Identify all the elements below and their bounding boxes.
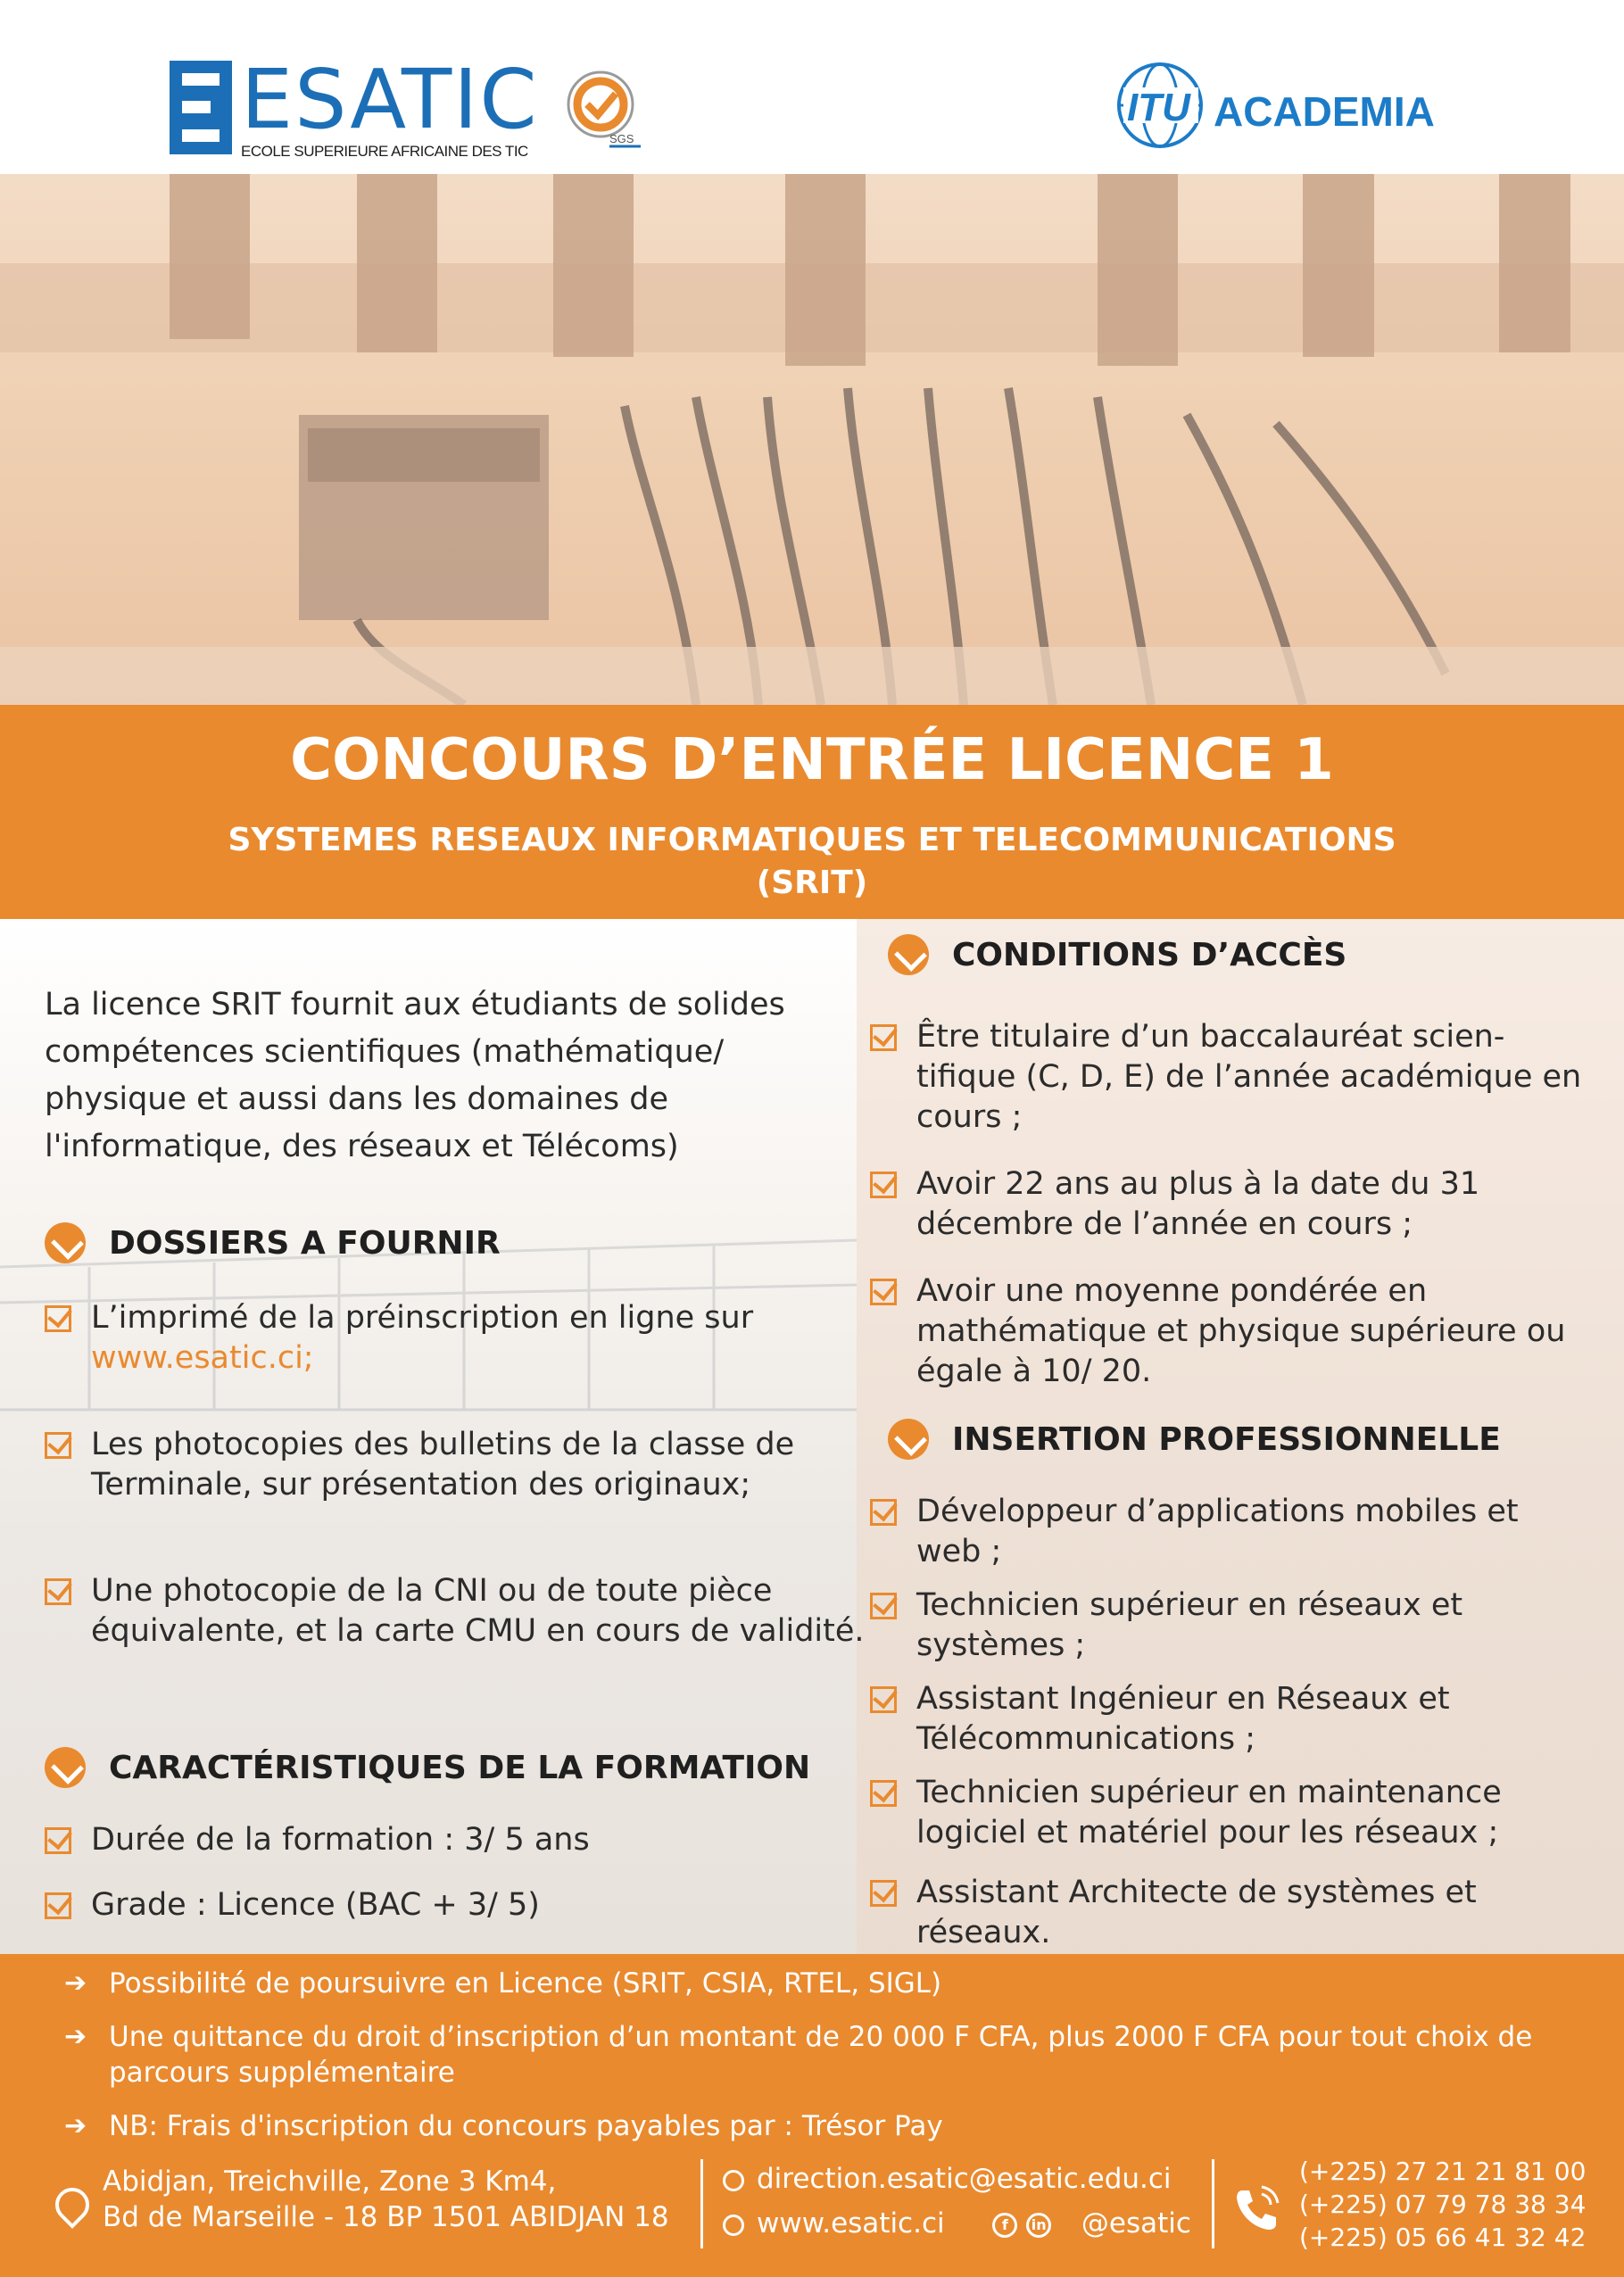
insertion-item-2: Technicien supérieur en réseaux et systèmes ; — [916, 1587, 1463, 1663]
phone-number-3[interactable]: (+225) 05 66 41 32 42 — [1299, 2223, 1587, 2252]
footer-divider — [1212, 2159, 1214, 2248]
email-link[interactable]: direction.esatic@esatic.edu.ci — [757, 2163, 1172, 2195]
arrow-right-icon: ➔ — [64, 2021, 87, 2052]
address-line-1: Abidjan, Treichville, Zone 3 Km4, — [103, 2165, 557, 2198]
conditions-item-3: Avoir une moyenne pondérée en mathématique et physique supérieure ou égale à 10/ 20. — [916, 1273, 1566, 1389]
list-item — [870, 1017, 1584, 1138]
program-subtitle-line1: SYSTEMES RESEAUX INFORMATIQUES ET TELECOMMUNICATIONS — [228, 822, 1396, 858]
section-arrow-icon — [45, 1747, 86, 1788]
conditions-list — [870, 1017, 1584, 1392]
insertion-item-1: Développeur d’applications mobiles et web ; — [916, 1494, 1519, 1569]
list-item — [45, 1298, 866, 1379]
iso-badge-label: SGS — [609, 132, 634, 145]
phone-icon — [1230, 2182, 1283, 2239]
iso-certification-badge — [560, 64, 645, 153]
checkbox-icon — [45, 1305, 71, 1332]
program-subtitle — [0, 819, 1624, 905]
checkbox-icon — [870, 1279, 897, 1305]
phone-block — [1299, 2155, 1603, 2254]
insertion-heading-text: INSERTION PROFESSIONNELLE — [952, 1420, 1501, 1458]
globe-icon — [723, 2215, 744, 2236]
caracteristiques-item-2: Grade : Licence (BAC + 3/ 5) — [91, 1887, 540, 1923]
note-2: Une quittance du droit d’inscription d’un montant de 20 000 F CFA, plus 2000 F CFA pour tout choix de parcours supplémentaire — [109, 2021, 1533, 2089]
checkbox-icon — [45, 1578, 71, 1605]
insertion-item-5: Assistant Architecte de systèmes et réseaux. — [916, 1875, 1477, 1950]
note-item — [64, 2108, 1581, 2144]
dossiers-list — [45, 1298, 866, 1652]
caracteristiques-list — [45, 1820, 848, 1925]
dossiers-heading — [45, 1222, 501, 1263]
email-icon — [723, 2170, 744, 2191]
esatic-logo-subtitle: ECOLE SUPERIEURE AFRICAINE DES TIC — [241, 143, 528, 160]
website-row — [723, 2206, 1222, 2241]
itu-academia-logo — [1111, 54, 1435, 161]
esatic-logo-text: ESATIC — [241, 52, 539, 147]
note-item — [64, 1966, 1581, 2001]
list-item — [45, 1425, 866, 1505]
dossiers-item-1: L’imprimé de la préinscription en ligne sur — [91, 1300, 754, 1336]
note-1: Possibilité de poursuivre en Licence (SRIT, CSIA, RTEL, SIGL) — [109, 1967, 942, 2000]
facebook-icon[interactable]: f — [992, 2213, 1017, 2238]
checkbox-icon — [45, 1892, 71, 1919]
note-item — [64, 2019, 1581, 2091]
list-item — [870, 1679, 1584, 1760]
list-item — [45, 1820, 848, 1860]
insertion-item-3: Assistant Ingénieur en Réseaux et Télécommunications ; — [916, 1681, 1450, 1757]
checkbox-icon — [870, 1024, 897, 1051]
checkbox-icon — [870, 1172, 897, 1198]
arrow-right-icon: ➔ — [64, 2110, 87, 2141]
email-row — [723, 2161, 1222, 2197]
notes-list — [64, 1966, 1581, 2144]
list-item — [870, 1873, 1584, 1953]
esatic-e-mark — [170, 61, 232, 154]
section-arrow-icon — [45, 1222, 86, 1263]
esatic-website-link[interactable]: www.esatic.ci; — [91, 1340, 314, 1376]
insertion-item-4: Technicien supérieur en maintenance logiciel et matériel pour les réseaux ; — [916, 1775, 1502, 1851]
website-link[interactable]: www.esatic.ci — [757, 2207, 945, 2240]
list-item — [870, 1586, 1584, 1666]
insertion-heading — [888, 1419, 1501, 1460]
checkbox-icon — [45, 1432, 71, 1459]
conditions-heading — [888, 934, 1346, 975]
phone-number-2[interactable]: (+225) 07 79 78 38 34 — [1299, 2190, 1587, 2219]
program-subtitle-line2: (SRIT) — [756, 865, 868, 901]
phone-number-1[interactable]: (+225) 27 21 21 81 00 — [1299, 2157, 1587, 2186]
list-item — [870, 1271, 1584, 1392]
address-block — [103, 2164, 709, 2235]
itu-badge-label: ITU — [1127, 86, 1190, 129]
online-contact-block — [723, 2161, 1222, 2241]
intro-paragraph: La licence SRIT fournit aux étudiants de solides compétences scientifiques (mathématique/ physique et aussi dans les domaines de l'informatique, des réseaux et Télécoms) — [45, 987, 785, 1164]
caracteristiques-item-1: Durée de la formation : 3/ 5 ans — [91, 1822, 590, 1858]
dossiers-heading-text: DOSSIERS A FOURNIR — [109, 1224, 501, 1262]
conditions-item-1: Être titulaire d’un baccalauréat scien-tifique (C, D, E) de l’année académique en cours ; — [916, 1019, 1582, 1135]
dossiers-item-2: Les photocopies des bulletins de la classe de Terminale, sur présentation des originaux; — [91, 1427, 795, 1503]
dossiers-item-3: Une photocopie de la CNI ou de toute pièce équivalente, et la carte CMU en cours de validité. — [91, 1573, 865, 1649]
location-pin-icon — [55, 2188, 89, 2222]
arrow-right-icon: ➔ — [64, 1967, 87, 1999]
social-handle[interactable]: @esatic — [1081, 2207, 1191, 2240]
hero-image-hardware — [0, 174, 1624, 705]
checkbox-icon — [45, 1827, 71, 1854]
list-item — [870, 1773, 1584, 1853]
checkbox-icon — [870, 1686, 897, 1713]
list-item — [45, 1571, 866, 1652]
footer-divider — [700, 2159, 703, 2248]
itu-logo-text: ACADEMIA — [1214, 88, 1435, 135]
caracteristiques-heading-text: CARACTÉRISTIQUES DE LA FORMATION — [109, 1749, 811, 1786]
note-3: NB: Frais d'inscription du concours payables par : Trésor Pay — [109, 2110, 943, 2142]
section-arrow-icon — [888, 1419, 929, 1460]
conditions-item-2: Avoir 22 ans au plus à la date du 31 décembre de l’année en cours ; — [916, 1166, 1480, 1242]
address-line-2: Bd de Marseille - 18 BP 1501 ABIDJAN 18 — [103, 2201, 669, 2233]
checkbox-icon — [870, 1593, 897, 1619]
linkedin-icon[interactable]: in — [1026, 2213, 1051, 2238]
page-title: CONCOURS D’ENTRÉE LICENCE 1 — [290, 727, 1334, 793]
section-arrow-icon — [888, 934, 929, 975]
conditions-heading-text: CONDITIONS D’ACCÈS — [952, 936, 1347, 973]
insertion-list — [870, 1492, 1584, 1953]
checkbox-icon — [870, 1499, 897, 1526]
list-item — [870, 1492, 1584, 1572]
checkbox-icon — [870, 1780, 897, 1807]
list-item — [870, 1164, 1584, 1245]
caracteristiques-heading — [45, 1747, 810, 1788]
checkbox-icon — [870, 1880, 897, 1907]
list-item — [45, 1885, 848, 1925]
